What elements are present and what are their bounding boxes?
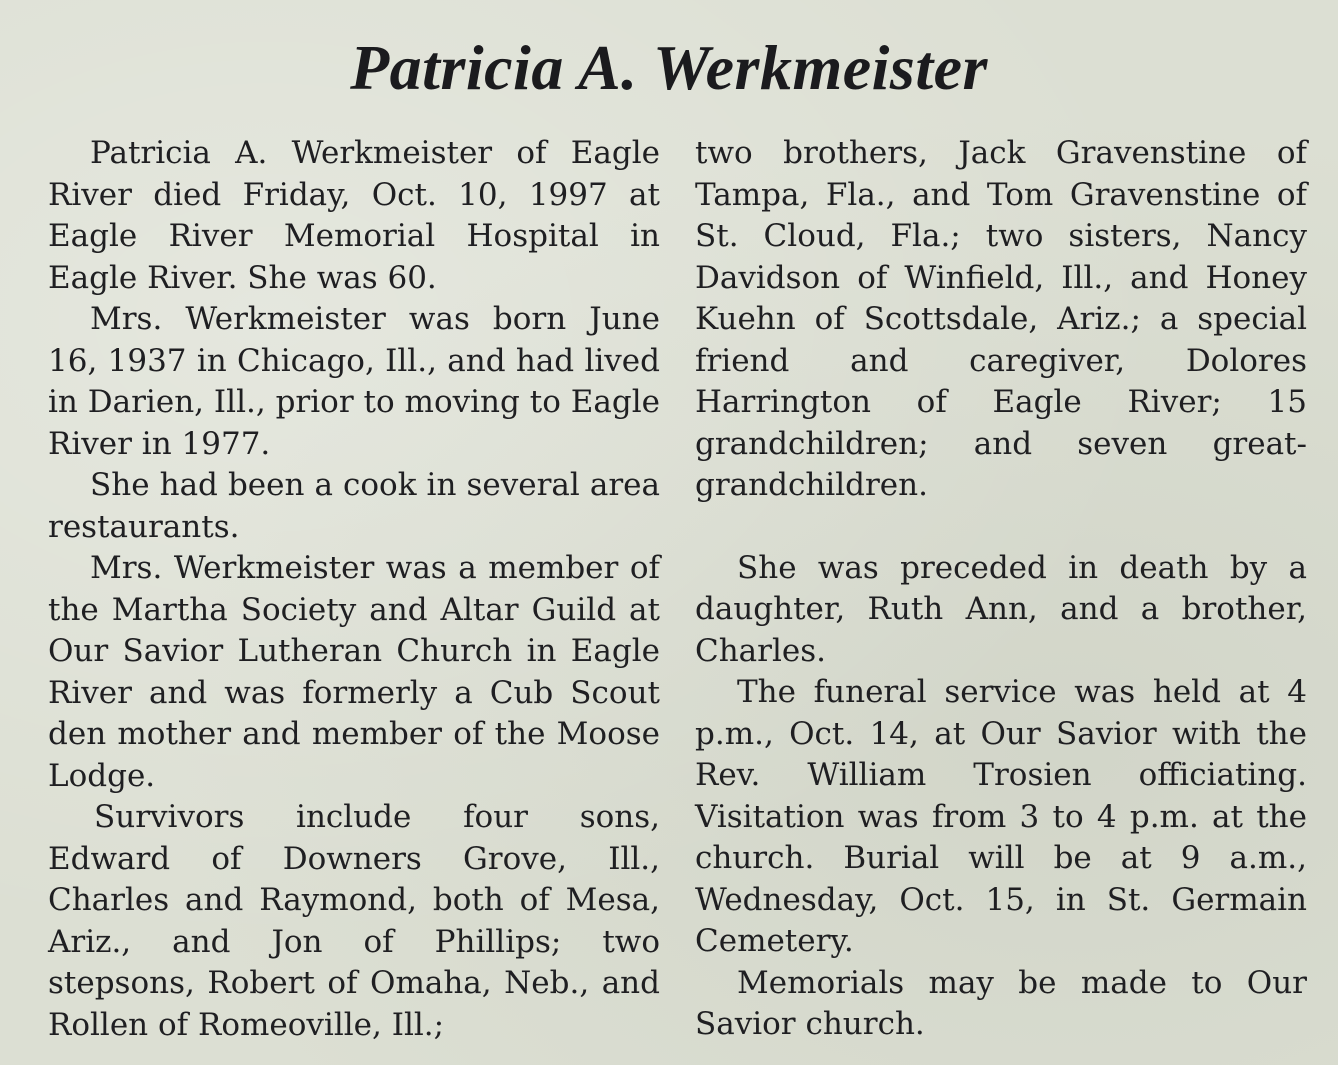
obituary-headline: Patricia A. Werkmeister — [350, 32, 988, 103]
paragraph-memberships: Mrs. Werkmeister was a member of the Martha Society and Altar Guild at Our Savior Lutheran Church in Eagle River and was formerly a Cub Scout den mother and member of the Moose Lodge. — [48, 550, 660, 794]
paragraph-birth: Mrs. Werkmeister was born June 16, 1937 in Chicago, Ill., and had lived in Darien, Ill., prior to moving to Eagle River in 1977. — [48, 301, 660, 462]
paragraph-memorials: Memorials may be made to Our Savior church. — [695, 964, 1307, 1042]
paragraph-death-notice: Patricia A. Werkmeister of Eagle River died Friday, Oct. 10, 1997 at Eagle River Memorial Hospital in Eagle River. She was 60. — [48, 135, 660, 296]
paragraph-funeral-service: The funeral service was held at 4 p.m., Oct. 14, at Our Savior with the Rev. William Trosien officiating. Visitation was from 3 to 4 p.m. at the church. Burial will be at 9 a.m., Wednesday, Oct. 15, in St. Germain Cemetery. — [695, 674, 1307, 959]
paragraph-preceded-in-death: She was preceded in death by a daughter, Ruth Ann, and a brother, Charles. — [695, 549, 1307, 669]
left-column — [48, 133, 660, 1046]
paragraph-survivors-continued: two brothers, Jack Gravenstine of Tampa, Fla., and Tom Gravenstine of St. Cloud, Fla.; two sisters, Nancy Davidson of Winfield, Ill., and Honey Kuehn of Scottsdale, Ariz.; a special friend and caregiver, Dolores Harrington of Eagle River; 15 grandchildren; and seven great-grandchildren. — [695, 135, 1307, 503]
paragraph-survivors: Survivors include four sons, Edward of Downers Grove, Ill., Charles and Raymond, both of Mesa, Ariz., and Jon of Phillips; two stepsons, Robert of Omaha, Neb., and Rollen of Romeoville, Ill.; — [48, 799, 660, 1043]
paragraph-occupation: She had been a cook in several area restaurants. — [48, 467, 660, 545]
right-column — [695, 133, 1307, 1046]
